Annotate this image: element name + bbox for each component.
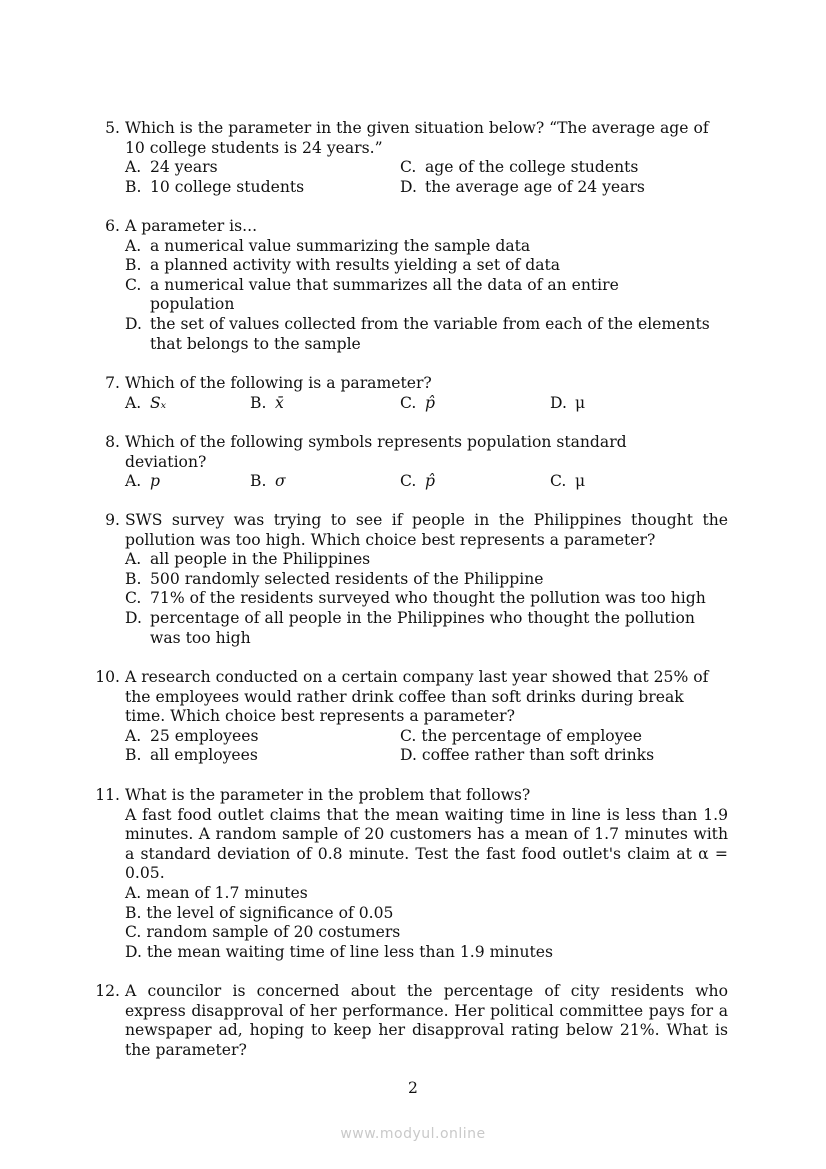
option-b: B. 500 randomly selected residents of the Philippine (125, 569, 544, 588)
option-a: A. mean of 1.7 minutes (125, 883, 308, 902)
question-passage: A fast food outlet claims that the mean waiting time in line is less than 1.9 minutes. A random sample of 20 customers has a mean of 1.7 minutes with a standard deviation of 0.8 minute. Test the fast food outlet's claim at α = 0.05. (125, 805, 728, 883)
question-10 (88, 668, 728, 766)
question-8 (88, 433, 728, 492)
question-11 (88, 786, 728, 962)
question-number: 12. (95, 982, 120, 1000)
option-d: D. the set of values collected from the variable from each of the elements that belongs to the sample (125, 314, 710, 353)
question-number: 10. (95, 668, 120, 686)
option-b: B. the level of significance of 0.05 (125, 903, 394, 922)
question-12 (88, 982, 728, 1060)
watermark: www.modyul.online (340, 1126, 486, 1142)
question-7 (88, 374, 728, 413)
option-a: A. all people in the Philippines (125, 550, 371, 569)
page-number: 2 (408, 1079, 418, 1097)
option-c: C. p̂ (400, 472, 435, 491)
option-b: B. 10 college students (125, 177, 305, 196)
option-a: A. p (125, 472, 160, 491)
question-number: 7. (105, 374, 120, 392)
question-stem: SWS survey was trying to see if people in the Philippines thought the pollution was too high. Which choice best represents a parameter? (125, 511, 728, 549)
option-a: A. Sₓ (125, 393, 167, 412)
option-b: B. σ (250, 472, 286, 491)
question-number: 6. (105, 217, 120, 235)
option-d: C. μ (550, 472, 586, 491)
option-d: D. the average age of 24 years (400, 177, 645, 196)
question-6 (88, 217, 728, 354)
option-d: D. coffee rather than soft drinks (400, 746, 655, 765)
question-number: 9. (105, 511, 120, 529)
question-9 (88, 511, 728, 648)
option-a: A. 24 years (125, 158, 218, 177)
option-b: B. x̄ (250, 393, 284, 412)
option-c: C. p̂ (400, 393, 435, 412)
option-a: A. 25 employees (125, 726, 259, 745)
option-c: C. 71% of the residents surveyed who thought the pollution was too high (125, 589, 706, 608)
question-stem: Which is the parameter in the given situation below? “The average age of 10 college students is 24 years.” (125, 119, 709, 157)
option-b: B. all employees (125, 746, 258, 765)
option-c: C. a numerical value that summarizes all the data of an entire population (125, 275, 619, 314)
question-stem: Which of the following symbols represents population standard deviation? (125, 433, 627, 471)
option-c: C. the percentage of employee (400, 726, 642, 745)
question-5 (88, 119, 728, 197)
question-stem: A research conducted on a certain company last year showed that 25% of the employees would rather drink coffee than soft drinks during break time. Which choice best represents a parameter? (125, 668, 709, 726)
option-c: C. age of the college students (400, 158, 639, 177)
option-d: D. the mean waiting time of line less than 1.9 minutes (125, 942, 553, 961)
option-d: D. percentage of all people in the Philippines who thought the pollution was too high (125, 608, 695, 647)
question-number: 11. (95, 786, 120, 804)
question-stem: What is the parameter in the problem that follows? (125, 786, 531, 804)
question-stem: Which of the following is a parameter? (125, 374, 432, 392)
option-c: C. random sample of 20 costumers (125, 923, 401, 942)
question-number: 5. (105, 119, 120, 137)
option-d: D. μ (550, 393, 586, 412)
question-number: 8. (105, 433, 120, 451)
option-a: A. a numerical value summarizing the sample data (125, 236, 531, 255)
option-b: B. a planned activity with results yielding a set of data (125, 256, 561, 275)
question-stem: A parameter is... (125, 217, 258, 235)
question-stem: A councilor is concerned about the percentage of city residents who express disapproval of her performance. Her political committee pays for a newspaper ad, hoping to keep her disapproval rating below 21%. What is the parameter? (125, 982, 728, 1059)
